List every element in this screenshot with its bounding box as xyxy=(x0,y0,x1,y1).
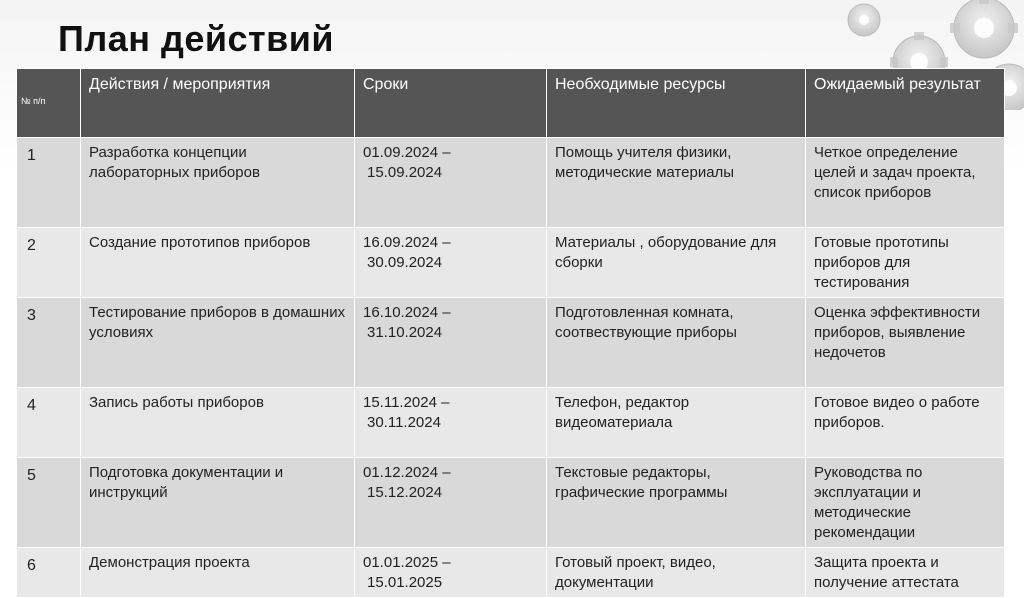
row-resources: Текстовые редакторы, графические программы xyxy=(547,458,806,548)
table-header-row xyxy=(17,69,1005,138)
header-resources: Необходимые ресурсы xyxy=(547,69,806,138)
row-number: 3 xyxy=(17,298,81,388)
date-start: 01.09.2024 – xyxy=(363,144,451,161)
date-start: 16.10.2024 – xyxy=(363,304,451,321)
row-number: 4 xyxy=(17,388,81,458)
date-end: 30.11.2024 xyxy=(367,414,441,431)
row-action: Тестирование приборов в домашних условиях xyxy=(81,298,355,388)
row-result: Руководства по эксплуатации и методические рекомендации xyxy=(806,458,1005,548)
row-resources: Подготовленная комната, соотвествующие приборы xyxy=(547,298,806,388)
date-start: 01.12.2024 – xyxy=(363,464,451,481)
row-dates xyxy=(355,138,547,228)
date-start: 01.01.2025 – xyxy=(363,554,451,571)
date-end: 31.10.2024 xyxy=(367,324,443,341)
row-resources: Телефон, редактор видеоматериала xyxy=(547,388,806,458)
row-number: 6 xyxy=(17,548,81,598)
table-row xyxy=(17,298,1005,388)
header-dates: Сроки xyxy=(355,69,547,138)
row-result: Четкое определение целей и задач проекта, список приборов xyxy=(806,138,1005,228)
row-resources: Готовый проект, видео, документации xyxy=(547,548,806,598)
row-resources: Материалы , оборудование для сборки xyxy=(547,228,806,298)
date-end: 15.12.2024 xyxy=(367,484,443,501)
row-dates xyxy=(355,548,547,598)
row-resources: Помощь учителя физики, методические материалы xyxy=(547,138,806,228)
table-row xyxy=(17,458,1005,548)
row-number: 5 xyxy=(17,458,81,548)
table-row xyxy=(17,138,1005,228)
row-dates xyxy=(355,458,547,548)
header-result: Ожидаемый результат xyxy=(806,69,1005,138)
action-plan-table xyxy=(16,68,1005,598)
row-result: Защита проекта и получение аттестата xyxy=(806,548,1005,598)
table-row xyxy=(17,548,1005,598)
row-result: Готовые прототипы приборов для тестирования xyxy=(806,228,1005,298)
row-number: 2 xyxy=(17,228,81,298)
row-dates xyxy=(355,298,547,388)
row-number: 1 xyxy=(17,138,81,228)
page-title: План действий xyxy=(58,18,335,59)
table-row xyxy=(17,388,1005,458)
row-action: Создание прототипов приборов xyxy=(81,228,355,298)
row-result: Оценка эффективности приборов, выявление недочетов xyxy=(806,298,1005,388)
row-action: Подготовка документации и инструкций xyxy=(81,458,355,548)
header-number: № п/п xyxy=(17,69,81,138)
row-dates xyxy=(355,228,547,298)
row-result: Готовое видео о работе приборов. xyxy=(806,388,1005,458)
row-action: Запись работы приборов xyxy=(81,388,355,458)
date-start: 16.09.2024 – xyxy=(363,234,451,251)
header-action: Действия / мероприятия xyxy=(81,69,355,138)
date-end: 15.01.2025 xyxy=(367,574,443,591)
date-end: 15.09.2024 xyxy=(367,164,443,181)
table-row xyxy=(17,228,1005,298)
date-end: 30.09.2024 xyxy=(367,254,443,271)
row-action: Демонстрация проекта xyxy=(81,548,355,598)
row-dates xyxy=(355,388,547,458)
date-start: 15.11.2024 – xyxy=(363,394,450,411)
row-action: Разработка концепции лабораторных приборов xyxy=(81,138,355,228)
